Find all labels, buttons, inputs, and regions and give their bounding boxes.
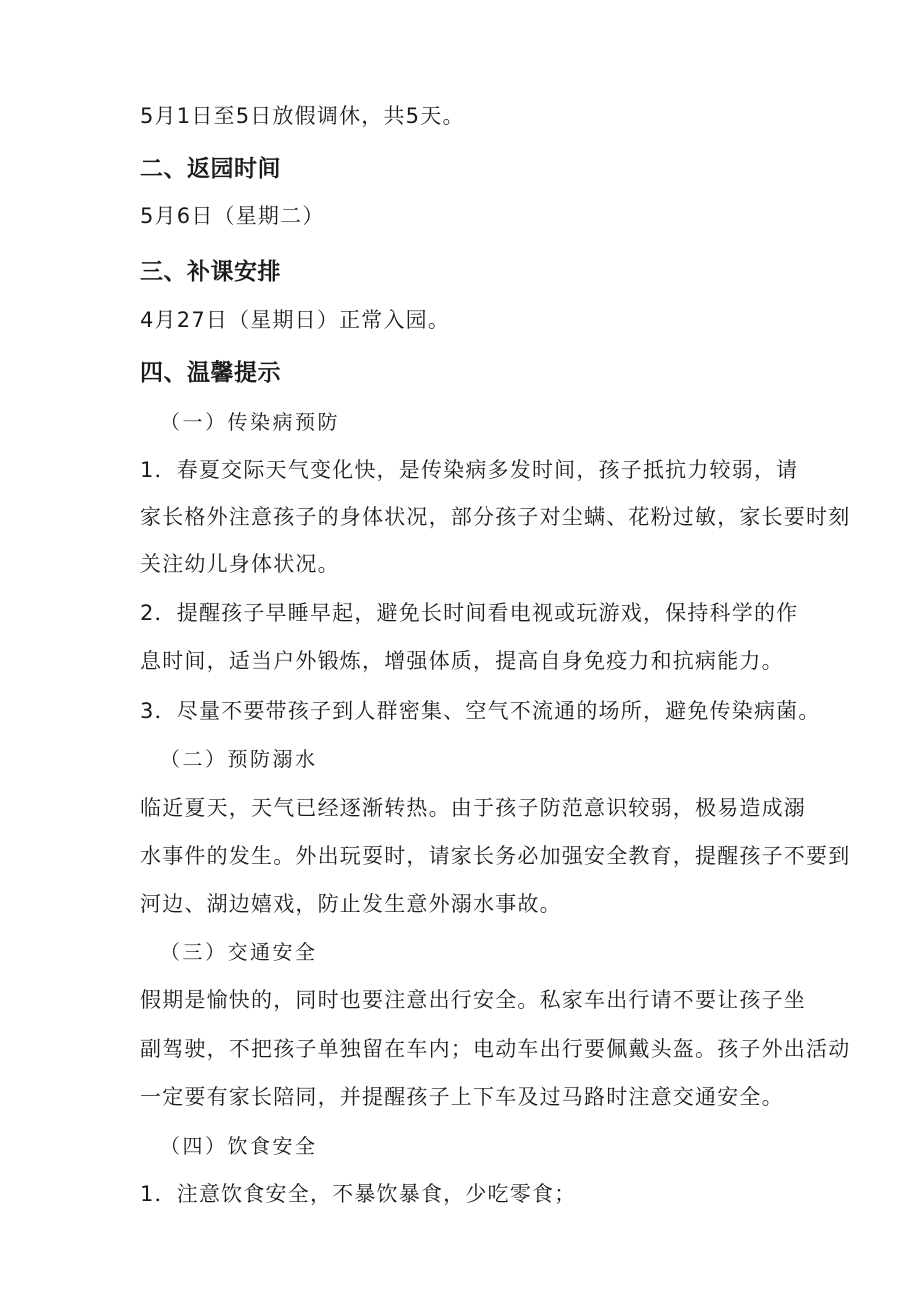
return-date-line: 5月6日（星期二） <box>140 204 325 228</box>
paragraph-line: 2．提醒孩子早睡早起，避免长时间看电视或玩游戏，保持科学的作 <box>140 601 799 625</box>
paragraph-line: 一定要有家长陪同，并提醒孩子上下车及过马路时注意交通安全。 <box>140 1085 784 1109</box>
paragraph-line: 3．尽量不要带孩子到人群密集、空气不流通的场所，避免传染病菌。 <box>140 699 821 723</box>
paragraph-line: 假期是愉快的，同时也要注意出行安全。私家车出行请不要让孩子坐 <box>140 988 806 1012</box>
subheading-food-safety: （四）饮食安全 <box>160 1134 318 1158</box>
paragraph-line: 1．春夏交际天气变化快，是传染病多发时间，孩子抵抗力较弱，请 <box>140 458 799 482</box>
subheading-disease-prevention: （一）传染病预防 <box>160 410 340 434</box>
paragraph-line: 河边、湖边嬉戏，防止发生意外溺水事故。 <box>140 892 562 916</box>
paragraph-line: 息时间，适当户外锻炼，增强体质，提高自身免疫力和抗病能力。 <box>140 649 784 673</box>
paragraph-line: 副驾驶，不把孩子单独留在车内；电动车出行要佩戴头盔。孩子外出活动 <box>140 1037 851 1061</box>
section-heading-makeup-class: 三、补课安排 <box>140 259 281 285</box>
paragraph-line: 水事件的发生。外出玩耍时，请家长务必加强安全教育，提醒孩子不要到 <box>140 844 851 868</box>
paragraph-line: 临近夏天，天气已经逐渐转热。由于孩子防范意识较弱，极易造成溺 <box>140 796 806 820</box>
subheading-drowning-prevention: （二）预防溺水 <box>160 747 318 771</box>
section-heading-tips: 四、温馨提示 <box>140 360 281 386</box>
subheading-traffic-safety: （三）交通安全 <box>160 940 318 964</box>
paragraph-line: 关注幼儿身体状况。 <box>140 552 340 576</box>
paragraph-line: 家长格外注意孩子的身体状况，部分孩子对尘螨、花粉过敏，家长要时刻 <box>140 505 851 529</box>
section-heading-return-time: 二、返园时间 <box>140 156 281 182</box>
makeup-class-line: 4月27日（星期日）正常入园。 <box>140 308 451 332</box>
holiday-dates-line: 5月1日至5日放假调休，共5天。 <box>140 104 465 128</box>
paragraph-line: 1．注意饮食安全，不暴饮暴食，少吃零食； <box>140 1182 577 1206</box>
